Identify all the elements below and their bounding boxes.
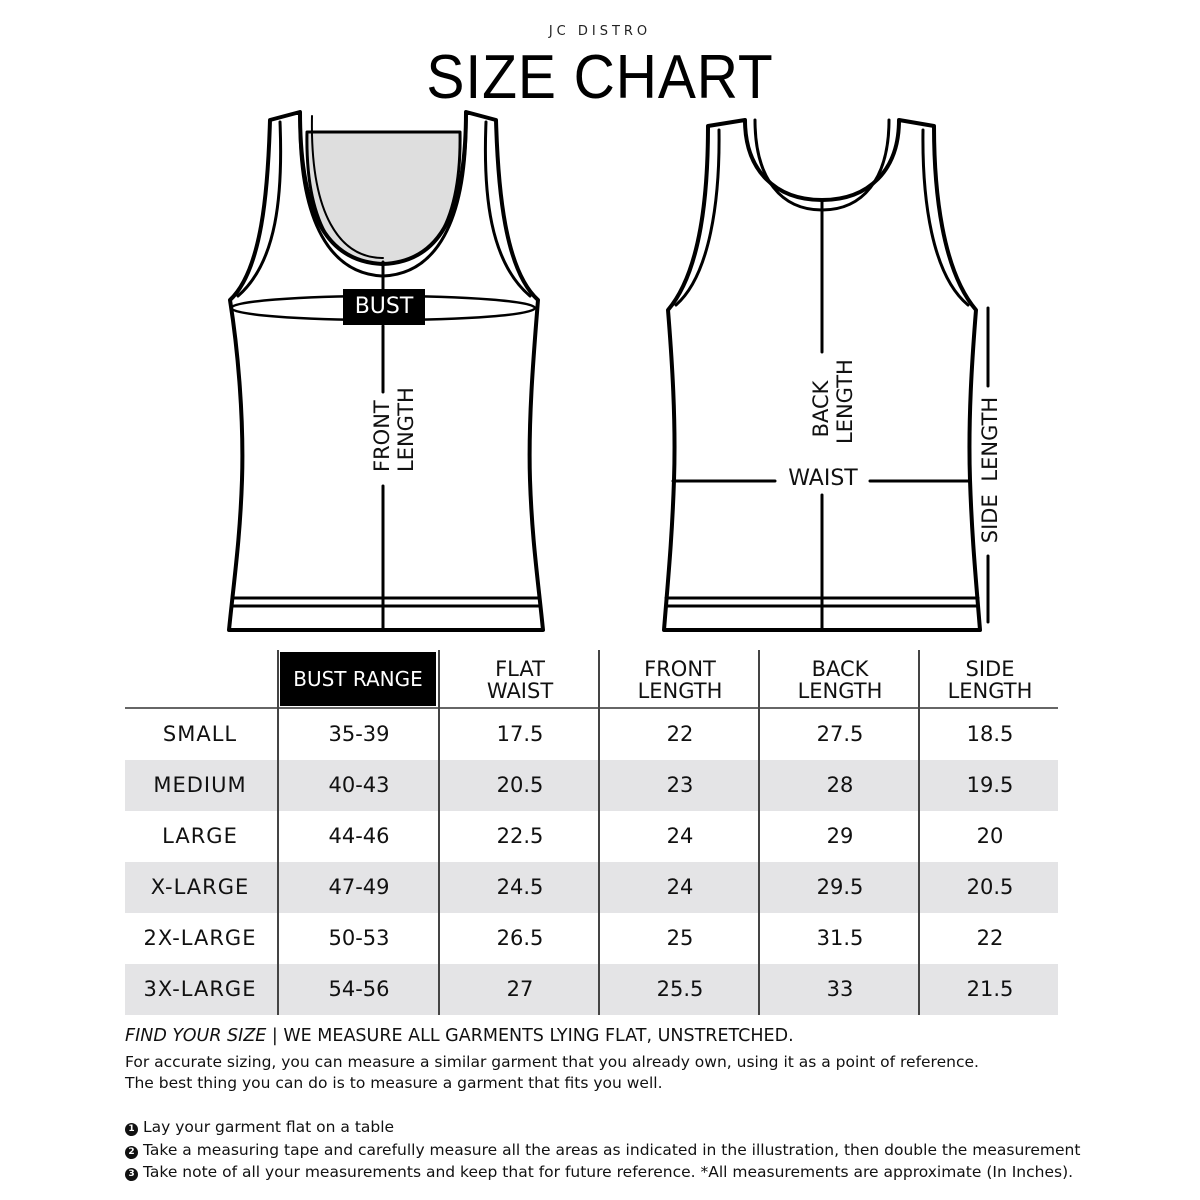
side-length-value: 20.5	[966, 875, 1014, 899]
step-number-icon: 1	[125, 1123, 138, 1136]
front-length-value: 22	[666, 722, 694, 746]
bust-label: BUST	[343, 289, 425, 325]
front-length-value: 23	[666, 773, 694, 797]
bust-range-value: 47-49	[328, 875, 390, 899]
bust-range-value: 40-43	[328, 773, 390, 797]
bust-range-value: 50-53	[328, 926, 390, 950]
note-line: For accurate sizing, you can measure a similar garment that you already own, using it as a point of reference.	[125, 1053, 979, 1071]
back-length-value: 28	[826, 773, 854, 797]
header-front-length: FRONT LENGTH	[637, 657, 723, 703]
front-length-value: 24	[666, 824, 694, 848]
back-length-value: 29	[826, 824, 854, 848]
column-divider	[277, 650, 279, 1015]
back-length-value: 27.5	[816, 722, 864, 746]
column-divider	[438, 650, 440, 1015]
flat-waist-value: 27	[506, 977, 534, 1001]
back-length-value: 33	[826, 977, 854, 1001]
side-length-value: 19.5	[966, 773, 1014, 797]
measuring-notes	[125, 1026, 1125, 1184]
front-length-label: FRONT LENGTH	[370, 387, 418, 472]
size-name: SMALL	[162, 722, 238, 746]
header-back-length: BACK LENGTH	[797, 657, 883, 703]
size-name: LARGE	[162, 824, 238, 848]
note-line: The best thing you can do is to measure a garment that fits you well.	[125, 1074, 663, 1092]
front-tank-outline	[229, 112, 543, 630]
step-number-icon: 3	[125, 1168, 138, 1181]
side-length-value: 22	[976, 926, 1004, 950]
front-length-value: 25	[666, 926, 694, 950]
list-item: 3 Take note of all your measurements and keep that for future reference. *All measurements are approximate (In Inches).	[125, 1161, 1125, 1184]
side-length-label: SIDE LENGTH	[978, 396, 1002, 544]
flat-waist-value: 17.5	[496, 722, 544, 746]
flat-waist-value: 24.5	[496, 875, 544, 899]
bust-range-value: 35-39	[328, 722, 390, 746]
header-flat-waist: FLAT WAIST	[486, 657, 554, 703]
front-length-value: 24	[666, 875, 694, 899]
size-name: 2X-LARGE	[143, 926, 257, 950]
header-bust-range: BUST RANGE	[280, 652, 436, 706]
bust-range-value: 44-46	[328, 824, 390, 848]
page-title: SIZE CHART	[426, 43, 774, 112]
side-length-value: 18.5	[966, 722, 1014, 746]
side-length-value: 21.5	[966, 977, 1014, 1001]
size-name: 3X-LARGE	[143, 977, 257, 1001]
back-length-label: BACK LENGTH	[809, 359, 857, 444]
header-side-length: SIDE LENGTH	[947, 657, 1033, 703]
size-name: MEDIUM	[153, 773, 247, 797]
side-length-value: 20	[976, 824, 1004, 848]
column-divider	[918, 650, 920, 1015]
flat-waist-value: 26.5	[496, 926, 544, 950]
step-number-icon: 2	[125, 1146, 138, 1159]
flat-waist-value: 22.5	[496, 824, 544, 848]
waist-label: WAIST	[788, 466, 858, 491]
back-length-value: 29.5	[816, 875, 864, 899]
front-length-value: 25.5	[656, 977, 704, 1001]
list-item: 2 Take a measuring tape and carefully measure all the areas as indicated in the illustration, then double the measurement	[125, 1139, 1125, 1162]
flat-waist-value: 20.5	[496, 773, 544, 797]
column-divider	[598, 650, 600, 1015]
measuring-steps	[125, 1116, 1125, 1184]
list-item: 1 Lay your garment flat on a table	[125, 1116, 1125, 1139]
size-name: X-LARGE	[150, 875, 250, 899]
brand-name: JC DISTRO	[548, 24, 652, 39]
back-length-value: 31.5	[816, 926, 864, 950]
column-divider	[758, 650, 760, 1015]
bust-range-value: 54-56	[328, 977, 390, 1001]
find-your-size-heading: FIND YOUR SIZE | WE MEASURE ALL GARMENTS LYING FLAT, UNSTRETCHED.	[125, 1026, 794, 1046]
